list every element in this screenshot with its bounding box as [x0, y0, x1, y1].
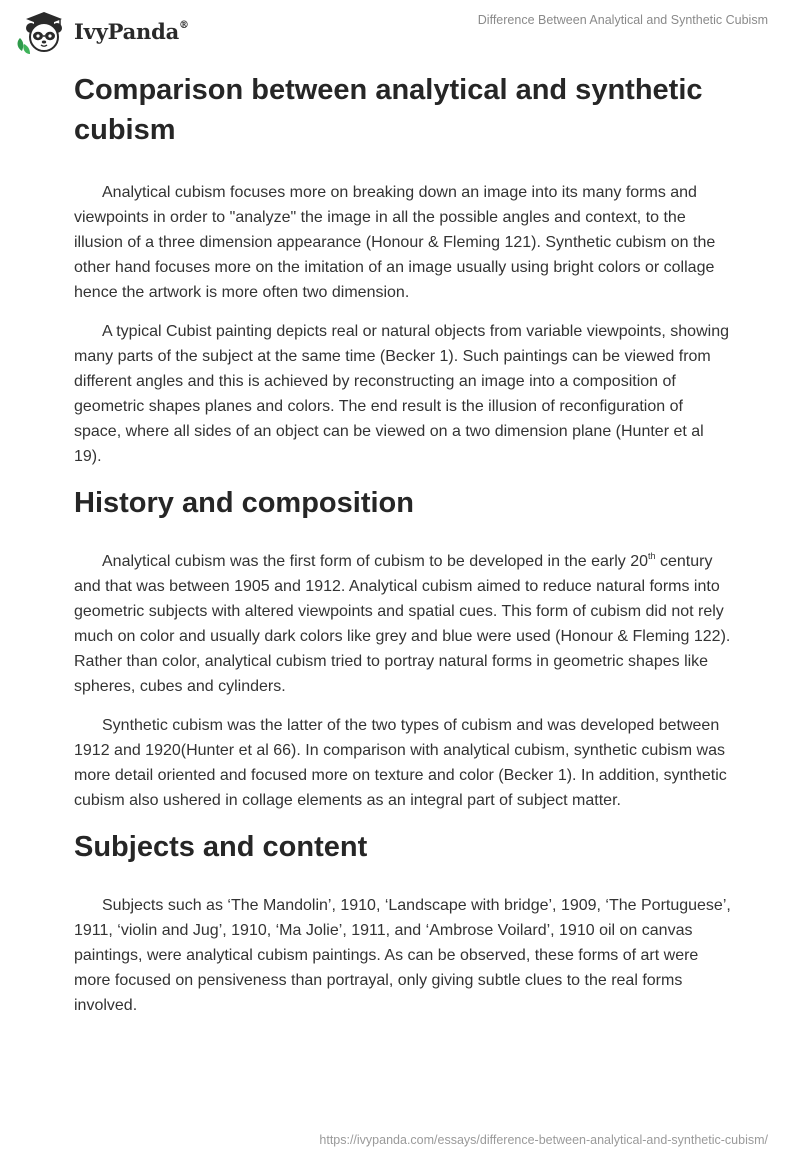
section-subjects	[74, 827, 734, 1018]
panda-graduate-icon	[14, 8, 70, 56]
section-comparison	[74, 70, 734, 469]
paragraph-text: century and that was between 1905 and 1912. Analytical cubism aimed to reduce natural forms into geometric subjects with altered viewpoints and spatial cues. This form of cubism did not rely much on color and usually dark colors like grey and blue were used (Honour & Fleming 122). Rather than color, analytical cubism tried to portray natural forms in geometric shapes like spheres, cubes and cylinders.	[74, 553, 731, 695]
section-heading: History and composition	[74, 487, 414, 519]
paragraph: Subjects such as ‘The Mandolin’, 1910, ‘Landscape with bridge’, 1909, ‘The Portuguese’, 1911, ‘violin and Jug’, 1910, ‘Ma Jolie’, 1911, and ‘Ambrose Voilard’, 1910 oil on canvas paintings, were analytical cubism paintings. As can be observed, these forms of art were more focused on pensiveness than portrayal, only giving subtle clues to the real forms involved.	[74, 897, 731, 1014]
ivypanda-logo[interactable]	[14, 8, 189, 56]
section-history	[74, 483, 734, 813]
essay-content	[74, 70, 734, 1032]
section-heading: Comparison between analytical and synthetic cubism	[74, 74, 703, 146]
section-heading: Subjects and content	[74, 831, 368, 863]
paragraph: Synthetic cubism was the latter of the two types of cubism and was developed between 1912 and 1920(Hunter et al 66). In comparison with analytical cubism, synthetic cubism was more detail oriented and focused more on texture and color (Becker 1). In addition, synthetic cubism also ushered in collage elements as an integral part of subject matter.	[74, 717, 727, 809]
registered-mark: ®	[179, 19, 189, 31]
paragraph	[74, 549, 734, 699]
paragraph: A typical Cubist painting depicts real or natural objects from variable viewpoints, showing many parts of the subject at the same time (Becker 1). Such paintings can be viewed from different angles and this is achieved by reconstructing an image into a composition of geometric shapes planes and colors. The end result is the illusion of reconfiguration of space, where all sides of an object can be viewed on a two dimension plane (Hunter et al 19).	[74, 323, 729, 465]
brand-name: IvyPanda®	[74, 18, 189, 44]
paragraph-text: Analytical cubism was the first form of cubism to be developed in the early 20	[102, 553, 649, 570]
source-url[interactable]: https://ivypanda.com/essays/difference-between-analytical-and-synthetic-cubism/	[319, 1133, 768, 1147]
header-document-title: Difference Between Analytical and Synthetic Cubism	[477, 13, 768, 27]
page-header	[0, 0, 800, 60]
paragraph: Analytical cubism focuses more on breaking down an image into its many forms and viewpoints in order to "analyze" the image in all the possible angles and context, to the illusion of a three dimension appearance (Honour & Fleming 121). Synthetic cubism on the other hand focuses more on the imitation of an image usually using bright colors or collage hence the artwork is more often two dimension.	[74, 184, 716, 301]
ordinal-suffix: th	[648, 550, 656, 561]
